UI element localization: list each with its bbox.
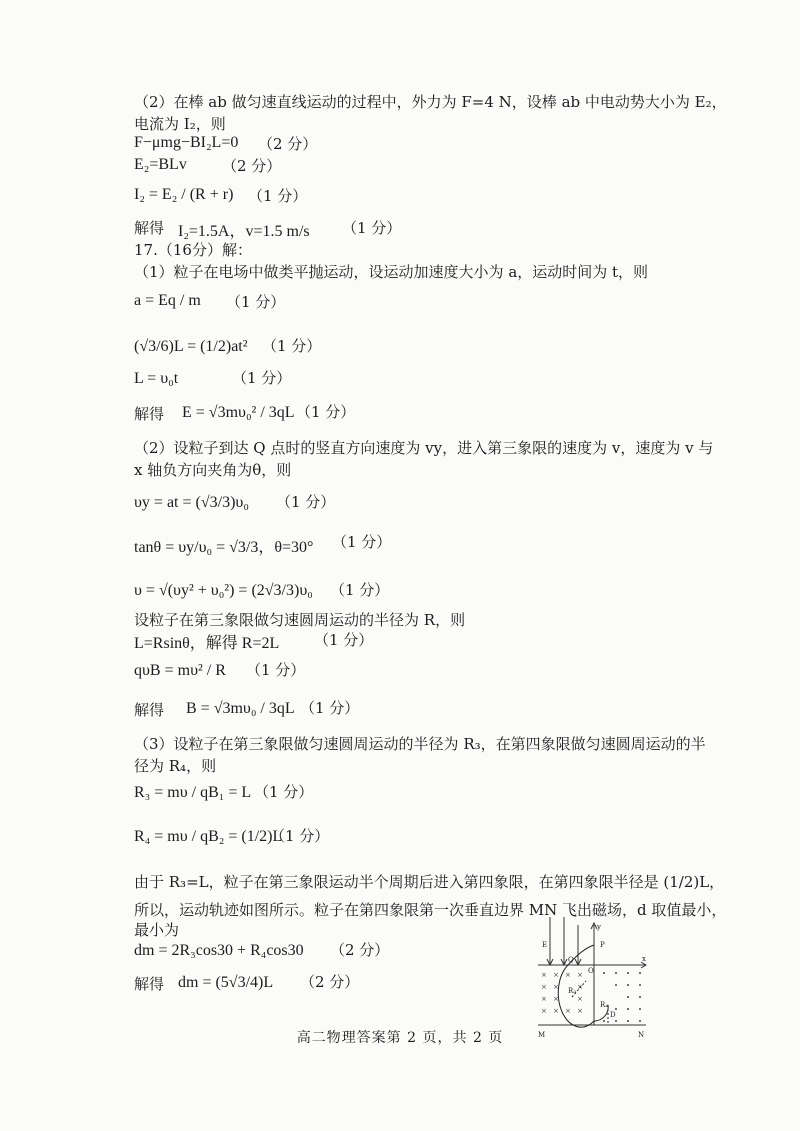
text-line: 所以，运动轨迹如图所示。粒子在第四象限第一次垂直边界 MN 飞出磁场，d 取值最小， <box>134 901 727 919</box>
trajectory-figure <box>538 917 650 1041</box>
score: （1 分） <box>314 631 374 649</box>
score: （1 分） <box>270 827 330 845</box>
score: （1 分） <box>246 661 306 679</box>
score: （1 分） <box>276 493 336 511</box>
score: （1 分） <box>300 699 360 717</box>
text-line: x 轴负方向夹角为θ，则 <box>134 461 292 479</box>
equation: L=Rsinθ，解得 R=2L <box>134 635 280 652</box>
label-r4: R₄ <box>600 1001 609 1009</box>
solution-label: 解得 <box>134 701 165 719</box>
solution: E = √3mυ₀² / 3qL <box>182 404 295 421</box>
svg-text:×: × <box>577 971 583 979</box>
solution: I₂=1.5A，v=1.5 m/s <box>178 223 310 240</box>
equation: R₄ = mυ / qB₂ = (1/2)L <box>134 828 283 845</box>
label-o: O <box>588 967 594 975</box>
score: （1 分） <box>232 369 292 387</box>
solution-label: 解得 <box>134 219 165 237</box>
svg-text:×: × <box>565 1007 571 1015</box>
text-line: 径为 R₄，则 <box>134 757 217 775</box>
equation: υy = at = (√3/3)υ₀ <box>134 494 249 511</box>
magnetic-field-crosses <box>541 971 583 1015</box>
svg-text:×: × <box>541 995 547 1003</box>
text-line: 设粒子在第三象限做匀速圆周运动的半径为 R，则 <box>134 611 466 629</box>
equation: L = υ₀t <box>134 370 179 387</box>
svg-text:×: × <box>577 1007 583 1015</box>
svg-text:×: × <box>541 971 547 979</box>
text-line: 电流为 I₂，则 <box>134 115 226 133</box>
svg-text:×: × <box>553 983 559 991</box>
svg-text:×: × <box>577 995 583 1003</box>
equation: E₂=BLv <box>134 156 187 173</box>
text-line: 由于 R₃=L，粒子在第三象限运动半个周期后进入第四象限，在第四象限半径是 (1/2)L， <box>134 873 725 891</box>
score: （1 分） <box>330 581 390 599</box>
text-line: （3）设粒子在第三象限做匀速圆周运动的半径为 R₃，在第四象限做匀速圆周运动的半 <box>134 735 706 753</box>
equation: (√3/6)L = (1/2)at² <box>134 338 248 355</box>
text-line: （2）设粒子到达 Q 点时的竖直方向速度为 vy，进入第三象限的速度为 v，速度为 v 与 <box>134 439 714 457</box>
score: （1 分） <box>248 187 308 205</box>
solution-label: 解得 <box>134 975 165 993</box>
equation: dm = 2R₃cos30 + R₄cos30 <box>134 942 304 959</box>
score: （2 分） <box>330 941 390 959</box>
score: （1 分） <box>296 403 356 421</box>
svg-text:×: × <box>553 971 559 979</box>
label-d: D <box>610 1011 616 1019</box>
svg-text:×: × <box>565 971 571 979</box>
svg-text:×: × <box>577 983 583 991</box>
page-footer: 高二物理答案第 2 页，共 2 页 <box>296 1030 504 1046</box>
label-y: y <box>597 923 601 931</box>
equation: F−μmg−BI₂L=0 <box>134 134 239 151</box>
label-q: Q <box>568 956 574 964</box>
score: （2 分） <box>258 135 318 153</box>
svg-text:×: × <box>553 995 559 1003</box>
equation: υ = √(υy² + υ₀²) = (2√3/3)υ₀ <box>134 582 313 599</box>
svg-text:×: × <box>541 983 547 991</box>
label-e: E <box>542 941 548 949</box>
text-line: 最小为 <box>134 921 180 939</box>
label-m: M <box>538 1031 546 1039</box>
score: （1 分） <box>226 293 286 311</box>
equation: a = Eq / m <box>134 292 201 309</box>
score: （2 分） <box>300 973 360 991</box>
score: （1 分） <box>342 219 402 237</box>
question-heading: 17.（16分）解： <box>134 241 252 259</box>
svg-text:×: × <box>553 1007 559 1015</box>
score: （1 分） <box>262 337 322 355</box>
score: （2 分） <box>222 157 282 175</box>
svg-text:×: × <box>541 1007 547 1015</box>
label-r3: R₃ <box>568 987 577 995</box>
solution-label: 解得 <box>134 405 165 423</box>
solution: dm = (5√3/4)L <box>178 974 274 991</box>
magnetic-field-dots <box>603 972 641 1022</box>
solution: B = √3mυ₀ / 3qL <box>186 700 295 717</box>
score: （1 分） <box>254 783 314 801</box>
score: （1 分） <box>332 533 392 551</box>
label-x: x <box>642 955 646 963</box>
text-line: （1）粒子在电场中做类平抛运动，设运动加速度大小为 a，运动时间为 t，则 <box>134 263 649 281</box>
label-n: N <box>638 1031 645 1039</box>
electric-field-lines <box>547 917 581 965</box>
equation: tanθ = υy/υ₀ = √3/3，θ=30° <box>134 539 314 556</box>
equation: qυB = mυ² / R <box>134 662 226 679</box>
label-p: P <box>600 941 605 949</box>
equation: I₂ = E₂ / (R + r) <box>134 186 234 203</box>
text-line: （2）在棒 ab 做匀速直线运动的过程中，外力为 F=4 N，设棒 ab 中电动势大小为 E₂， <box>134 93 727 111</box>
equation: R₃ = mυ / qB₁ = L <box>134 784 252 801</box>
